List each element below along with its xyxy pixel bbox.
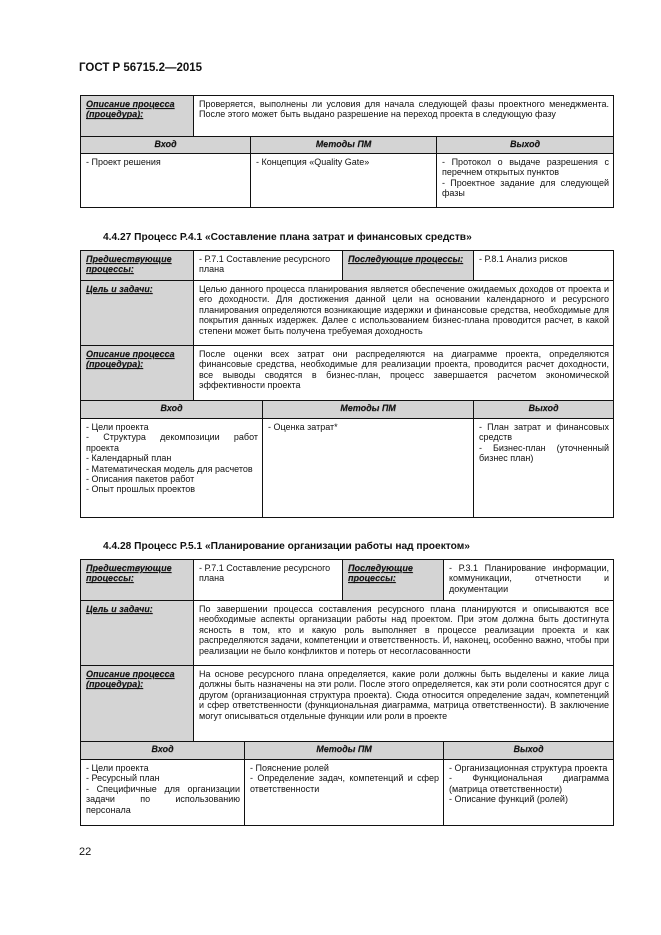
goal-text: Целью данного процесса планирования является обеспечение ожидаемых доходов от проекта и его доходности. Для достижения данной цели на основании календарного и ресурсного планирования определяются возникающие издержки и финансовые средства, необходимые для покрытия данных издержек. Далее с использованием бизнес-плана проводится расчет, в какой степени может быть получена требуемая доходность [194, 281, 614, 346]
predecessor-value: - Р.7.1 Составление ресурсного плана [194, 560, 343, 601]
methods-header: Методы ПМ [251, 137, 437, 154]
methods-list [245, 760, 444, 826]
list-item: - Опыт прошлых проектов [86, 484, 196, 495]
list-item: - Проектное задание для следующей фазы [442, 177, 610, 199]
list-item: - Математическая модель для расчетов [86, 463, 253, 474]
list-item: - Функциональная диаграмма (матрица ответственности) [449, 773, 610, 794]
description-text: На основе ресурсного плана определяется, какие роли должны быть выделены и какие лица должны быть назначены на эти роли. После этого определяется, как эти роли соотносятся друг с другом (организационная структура проекта). Сюда относится определение задач, компетенций и сфер ответственности (функциональная диаграмма, матрица ответственности). В заключение могут описываться отдельные функции или роли в проекте [194, 666, 614, 742]
successor-value: - Р.3.1 Планирование информации, коммуникации, отчетности и документации [444, 560, 614, 601]
list-item: - Бизнес-план (уточненный бизнес план) [479, 442, 610, 464]
list-item: - Оценка затрат* [268, 422, 338, 432]
output-header: Выход [444, 742, 614, 760]
process-table-continued [80, 95, 614, 208]
section-title-4-4-28: 4.4.28 Процесс Р.5.1 «Планирование организации работы над проектом» [103, 541, 470, 552]
list-item: - Определение задач, компетенций и сфер ответственности [250, 773, 440, 794]
list-item: - Проект решения [86, 157, 161, 167]
successor-label: Последующие процессы: [343, 251, 474, 281]
list-item: - Описание функций (ролей) [449, 794, 568, 805]
description-text: Проверяется, выполнены ли условия для начала следующей фазы проектного менеджмента. После этого может быть выдано разрешение на переход проекта в следующую фазу [194, 96, 614, 137]
list-item: - Концепция «Quality Gate» [256, 157, 370, 167]
list-item: - Протокол о выдаче разрешения с перечнем открытых пунктов [442, 157, 610, 178]
output-list [437, 154, 614, 208]
predecessor-label: Предшествующие процессы: [81, 560, 194, 601]
list-item: - Специфичные для организации задачи по использованию персонала [86, 783, 240, 815]
list-item: - Цели проекта [86, 763, 149, 773]
output-header: Выход [437, 137, 614, 154]
document-header: ГОСТ Р 56715.2—2015 [79, 62, 203, 74]
input-header: Вход [81, 401, 263, 419]
description-text: После оценки всех затрат они распределяются на диаграмме проекта, определяются финансовые средства, необходимые для реализации проекта, проводится расчет доходности, все выводы сводятся в бизнес-план, процесс завершается расчетом экономической эффективности проекта [194, 346, 614, 401]
list-item: - Структура декомпозиции работ проекта [86, 432, 258, 453]
list-item: - Пояснение ролей [250, 763, 329, 773]
description-label: Описание процесса (процедура): [81, 96, 194, 137]
successor-value: - Р.8.1 Анализ рисков [474, 251, 614, 281]
methods-list [251, 154, 437, 208]
input-header: Вход [81, 742, 245, 760]
input-list [81, 154, 251, 208]
methods-list [263, 419, 474, 518]
methods-header: Методы ПМ [263, 401, 474, 419]
description-label: Описание процесса (процедура): [81, 666, 194, 742]
output-list [444, 760, 614, 826]
description-label: Описание процесса (процедура): [81, 346, 194, 401]
input-header: Вход [81, 137, 251, 154]
list-item: - Цели проекта [86, 422, 149, 432]
input-list [81, 760, 245, 826]
predecessor-value: - Р.7.1 Составление ресурсного плана [194, 251, 343, 281]
section-title-4-4-27: 4.4.27 Процесс Р.4.1 «Составление плана затрат и финансовых средств» [103, 232, 472, 243]
goal-text: По завершении процесса составления ресурсного плана планируются и описываются все необходимые аспекты организации работы над проектом. При этом должна быть достигнута ясность в том, кто и какую роль выполняет в процессе реализации проекта и как распределяются задачи, компетенции и ответственность. И, наконец, особенно важно, чтобы при реализации не было конфликтов и потерь от несогласованности [194, 601, 614, 666]
page-number: 22 [79, 846, 92, 858]
predecessor-label: Предшествующие процессы: [81, 251, 194, 281]
input-list [81, 419, 263, 518]
list-item: - План затрат и финансовых средств [479, 422, 610, 443]
list-item: - Описания пакетов работ [86, 474, 195, 485]
list-item: - Организационная структура проекта [449, 763, 608, 773]
process-table-4-4-27 [80, 250, 614, 518]
successor-label: Последующие процессы: [343, 560, 444, 601]
output-list [474, 419, 614, 518]
list-item: - Ресурсный план [86, 773, 160, 784]
list-item: - Календарный план [86, 453, 172, 464]
goal-label: Цель и задачи: [81, 601, 194, 666]
output-header: Выход [474, 401, 614, 419]
process-table-4-4-28 [80, 559, 614, 826]
goal-label: Цель и задачи: [81, 281, 194, 346]
methods-header: Методы ПМ [245, 742, 444, 760]
